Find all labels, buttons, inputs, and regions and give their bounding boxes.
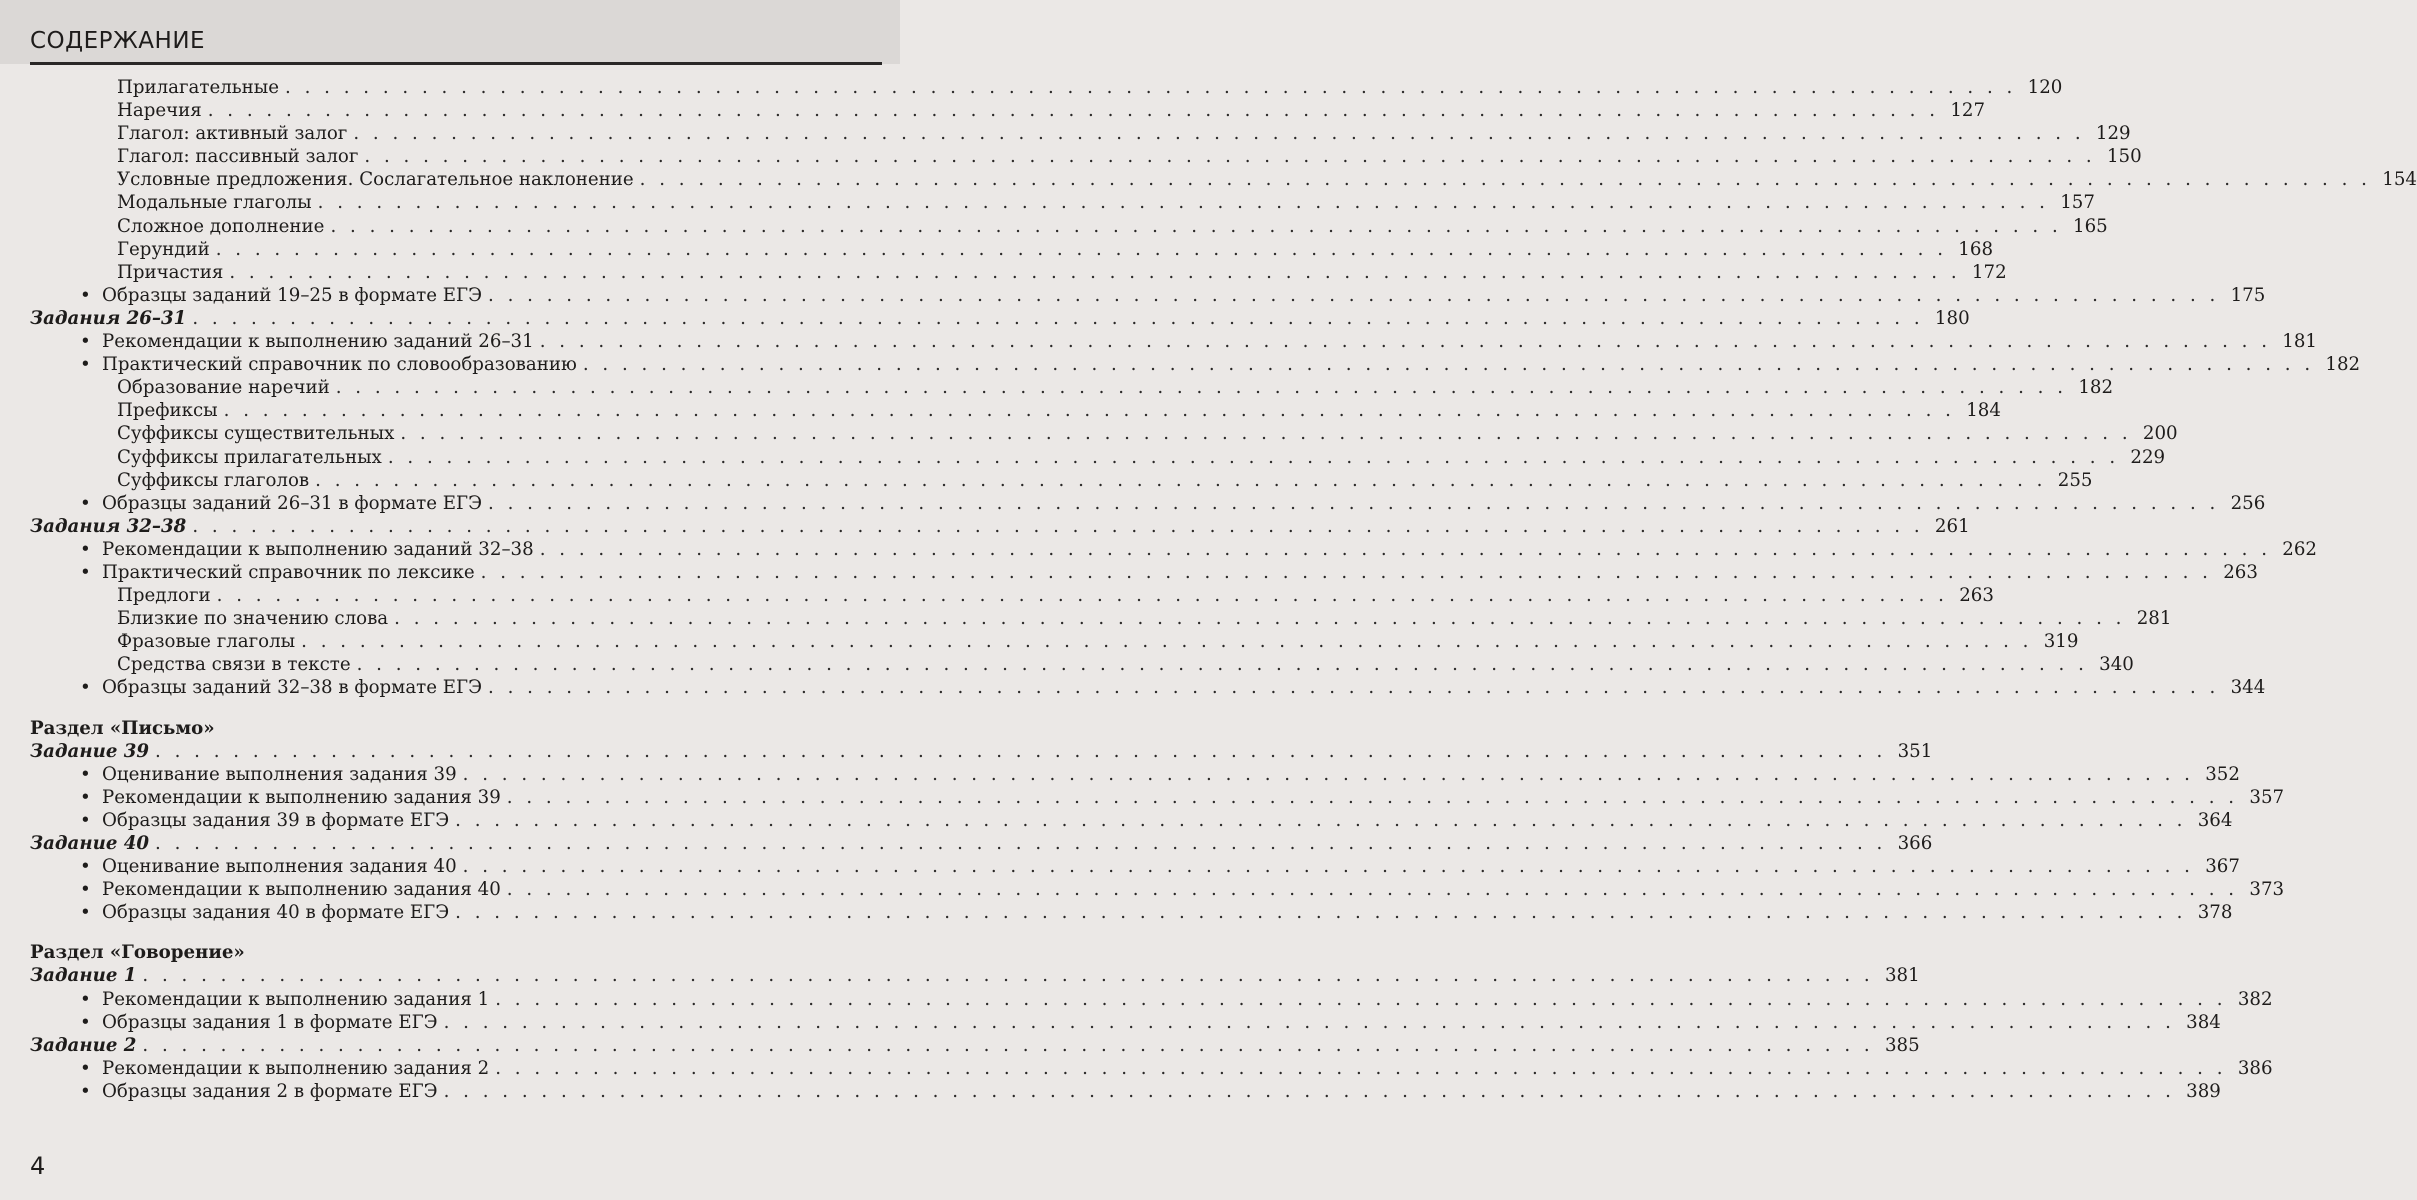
toc-entry-page-number: 261	[1934, 515, 1970, 537]
toc-entry-text: Практический справочник по лексике	[102, 561, 475, 583]
toc-entry-label	[30, 763, 457, 786]
toc-entry-page-number: 352	[2205, 763, 2240, 785]
toc-entry-page-number: 281	[2136, 608, 2172, 630]
bullet-icon: •	[80, 809, 91, 831]
toc-entry[interactable]	[30, 538, 2317, 561]
dot-leader: . . . . . . . . . . . . . . . . . . . . . . . . . . . . . . . . . . . . . . . . . . . . . . . . . . . . . . . . . . . . . . . . . . . . . . . . . . . . . . . . . . . . . . . . .	[335, 377, 2068, 399]
toc-entry-text: Префиксы	[117, 400, 218, 422]
toc-entry-label	[30, 376, 330, 399]
toc-entry[interactable]	[30, 653, 2134, 676]
toc-entry-page-number: 373	[2249, 879, 2285, 901]
bullet-icon: •	[80, 354, 91, 376]
toc-entry-text: Образцы задания 2 в формате ЕГЭ	[102, 1080, 438, 1102]
toc-entry[interactable]	[30, 561, 2258, 584]
toc-entry-text: Предлоги	[117, 585, 211, 607]
dot-leader: . . . . . . . . . . . . . . . . . . . . . . . . . . . . . . . . . . . . . . . . . . . . . . . . . . . . . . . . . . . . . . . . . . . . . . . . . . . . . . . . . . . . . . . . .	[539, 538, 2271, 560]
toc-entry[interactable]	[30, 307, 1970, 330]
toc-entry-label	[30, 653, 351, 676]
toc-entry[interactable]	[30, 492, 2266, 515]
bullet-icon: •	[80, 763, 91, 785]
bullet-icon: •	[80, 1080, 91, 1102]
toc-entry-text: Задания 26–31	[30, 307, 187, 329]
toc-entry-text: Герундий	[117, 238, 210, 260]
dot-leader: . . . . . . . . . . . . . . . . . . . . . . . . . . . . . . . . . . . . . . . . . . . . . . . . . . . . . . . . . . . . . . . . . . . . . . . . . . . . . . . . . . . . . . . . .	[582, 354, 2315, 376]
section-heading-speaking: Раздел «Говорение»	[30, 942, 245, 964]
toc-entry-label	[30, 168, 634, 191]
toc-entry[interactable]	[30, 584, 1994, 607]
toc-entry-page-number: 175	[2230, 284, 2266, 306]
dot-leader: . . . . . . . . . . . . . . . . . . . . . . . . . . . . . . . . . . . . . . . . . . . . . . . . . . . . . . . . . . . . . . . . . . . . . . . . . . . . . . . . . . . . . . . . .	[285, 77, 2017, 98]
toc-entry-label	[30, 878, 501, 901]
toc-entry-text: Задание 40	[30, 833, 150, 854]
toc-entry[interactable]	[30, 284, 2266, 307]
bullet-icon: •	[80, 856, 91, 878]
toc-entry-page-number: 165	[2073, 215, 2108, 237]
dot-leader: . . . . . . . . . . . . . . . . . . . . . . . . . . . . . . . . . . . . . . . . . . . . . . . . . . . . . . . . . . . . . . . . . . . . . . . . . . . . . . . . . . . . . . . . .	[155, 833, 1887, 854]
toc-entry-page-number: 263	[1959, 585, 1994, 607]
dot-leader: . . . . . . . . . . . . . . . . . . . . . . . . . . . . . . . . . . . . . . . . . . . . . . . . . . . . . . . . . . . . . . . . . . . . . . . . . . . . . . . . . . . . . . . . .	[455, 809, 2187, 831]
toc-entry[interactable]	[30, 607, 2172, 630]
toc-entry-text: Глагол: пассивный залог	[117, 146, 359, 168]
toc-entry-text: Прилагательные	[117, 77, 280, 98]
toc-entry-label	[30, 1011, 438, 1034]
toc-entry[interactable]	[30, 763, 2240, 786]
dot-leader: . . . . . . . . . . . . . . . . . . . . . . . . . . . . . . . . . . . . . . . . . . . . . . . . . . . . . . . . . . . . . . . . . . . . . . . . . . . . . . . . . . . . . . . . .	[443, 1080, 2175, 1102]
bullet-icon: •	[80, 879, 91, 901]
toc-entry-label	[30, 988, 489, 1011]
toc-entry-text: Задания 32–38	[30, 515, 187, 537]
toc-entry-page-number: 172	[1971, 261, 2007, 283]
toc-entry-label	[30, 809, 449, 832]
toc-top-list	[30, 76, 2417, 700]
toc-entry-text: Образцы заданий 26–31 в формате ЕГЭ	[102, 492, 483, 514]
dot-leader: . . . . . . . . . . . . . . . . . . . . . . . . . . . . . . . . . . . . . . . . . . . . . . . . . . . . . . . . . . . . . . . . . . . . . . . . . . . . . . . . . . . . . . . . .	[400, 423, 2132, 445]
toc-entry[interactable]	[30, 988, 2273, 1011]
toc-entry-label	[30, 676, 482, 699]
toc-entry-page-number: 385	[1884, 1034, 1920, 1056]
toc-entry-page-number: 263	[2223, 561, 2258, 583]
dot-leader: . . . . . . . . . . . . . . . . . . . . . . . . . . . . . . . . . . . . . . . . . . . . . . . . . . . . . . . . . . . . . . . . . . . . . . . . . . . . . . . . . . . . . . . . .	[301, 631, 2033, 653]
toc-entry[interactable]	[30, 191, 2095, 214]
toc-entry-page-number: 182	[2078, 377, 2114, 399]
toc-entry-text: Задание 39	[30, 740, 150, 762]
page-number: 4	[30, 1152, 46, 1180]
toc-entry-page-number: 357	[2249, 786, 2285, 808]
dot-leader: . . . . . . . . . . . . . . . . . . . . . . . . . . . . . . . . . . . . . . . . . . . . . . . . . . . . . . . . . . . . . . . . . . . . . . . . . . . . . . . . . . . . . . . . .	[207, 100, 1940, 122]
dot-leader: . . . . . . . . . . . . . . . . . . . . . . . . . . . . . . . . . . . . . . . . . . . . . . . . . . . . . . . . . . . . . . . . . . . . . . . . . . . . . . . . . . . . . . . . .	[330, 215, 2062, 237]
toc-entry-text: Рекомендации к выполнению задания 39	[102, 786, 501, 808]
toc-entry[interactable]	[30, 330, 2317, 353]
toc-entry-page-number: 255	[2057, 469, 2093, 491]
toc-entry-label	[30, 330, 534, 353]
toc-entry-page-number: 366	[1897, 833, 1933, 854]
toc-entry-label	[30, 76, 279, 99]
toc-entry-text: Фразовые глаголы	[117, 631, 296, 653]
toc-entry-page-number: 382	[2237, 988, 2273, 1010]
page-title: СОДЕРЖАНИЕ	[30, 28, 206, 54]
toc-entry[interactable]	[30, 855, 2240, 878]
toc-entry-text: Оценивание выполнения задания 39	[102, 763, 457, 785]
toc-entry-label	[30, 353, 577, 376]
toc-entry-page-number: 262	[2282, 538, 2317, 560]
dot-leader: . . . . . . . . . . . . . . . . . . . . . . . . . . . . . . . . . . . . . . . . . . . . . . . . . . . . . . . . . . . . . . . . . . . . . . . . . . . . . . . . . . . . . . . . .	[192, 515, 1924, 537]
dot-leader: . . . . . . . . . . . . . . . . . . . . . . . . . . . . . . . . . . . . . . . . . . . . . . . . . . . . . . . . . . . . . . . . . . . . . . . . . . . . . . . . . . . . . . . . .	[216, 585, 1948, 607]
toc-entry-text: Рекомендации к выполнению задания 1	[102, 988, 490, 1010]
toc-entry-label	[30, 832, 149, 855]
toc-entry-text: Близкие по значению слова	[117, 608, 389, 630]
toc-entry[interactable]	[30, 1080, 2221, 1103]
toc-entry-page-number: 127	[1950, 100, 1986, 122]
toc-entry-page-number: 386	[2237, 1057, 2273, 1079]
header-rule	[30, 62, 882, 65]
toc-entry-page-number: 384	[2186, 1011, 2221, 1033]
toc-entry-page-number: 157	[2060, 192, 2095, 214]
dot-leader: . . . . . . . . . . . . . . . . . . . . . . . . . . . . . . . . . . . . . . . . . . . . . . . . . . . . . . . . . . . . . . . . . . . . . . . . . . . . . . . . . . . . . . . . .	[155, 740, 1887, 762]
toc-entry-page-number: 180	[1934, 307, 1970, 329]
toc-entry[interactable]	[30, 901, 2233, 924]
toc-entry[interactable]	[30, 353, 2361, 376]
toc-entry-text: Практический справочник по словообразованию	[102, 354, 577, 376]
dot-leader: . . . . . . . . . . . . . . . . . . . . . . . . . . . . . . . . . . . . . . . . . . . . . . . . . . . . . . . . . . . . . . . . . . . . . . . . . . . . . . . . . . . . . . . . .	[488, 492, 2220, 514]
toc-entry-page-number: 256	[2230, 492, 2266, 514]
dot-leader: . . . . . . . . . . . . . . . . . . . . . . . . . . . . . . . . . . . . . . . . . . . . . . . . . . . . . . . . . . . . . . . . . . . . . . . . . . . . . . . . . . . . . . . . .	[455, 902, 2187, 924]
toc-entry-text: Наречия	[117, 100, 202, 122]
toc-entry-text: Оценивание выполнения задания 40	[102, 856, 457, 878]
dot-leader: . . . . . . . . . . . . . . . . . . . . . . . . . . . . . . . . . . . . . . . . . . . . . . . . . . . . . . . . . . . . . . . . . . . . . . . . . . . . . . . . . . . . . . . . .	[215, 238, 1948, 260]
toc-entry[interactable]	[30, 515, 1970, 538]
toc-entry-page-number: 340	[2099, 654, 2134, 676]
toc-entry-label	[30, 99, 202, 122]
toc-entry-page-number: 378	[2197, 902, 2233, 924]
toc-entry-page-number: 381	[1884, 965, 1920, 987]
dot-leader: . . . . . . . . . . . . . . . . . . . . . . . . . . . . . . . . . . . . . . . . . . . . . . . . . . . . . . . . . . . . . . . . . . . . . . . . . . . . . . . . . . . . . . . . .	[462, 856, 2194, 878]
toc-entry-page-number: 200	[2142, 423, 2178, 445]
toc-entry-page-number: 181	[2282, 331, 2317, 353]
dot-leader: . . . . . . . . . . . . . . . . . . . . . . . . . . . . . . . . . . . . . . . . . . . . . . . . . . . . . . . . . . . . . . . . . . . . . . . . . . . . . . . . . . . . . . . . .	[506, 879, 2239, 901]
bullet-icon: •	[80, 677, 91, 699]
toc-entry[interactable]	[30, 261, 2007, 284]
toc-entry-label	[30, 740, 149, 763]
table-of-contents	[30, 76, 2417, 1103]
toc-entry-label	[30, 855, 457, 878]
toc-entry-page-number: 344	[2230, 677, 2266, 699]
dot-leader: . . . . . . . . . . . . . . . . . . . . . . . . . . . . . . . . . . . . . . . . . . . . . . . . . . . . . . . . . . . . . . . . . . . . . . . . . . . . . . . . . . . . . . . . .	[353, 123, 2085, 145]
bullet-icon: •	[80, 284, 91, 306]
dot-leader: . . . . . . . . . . . . . . . . . . . . . . . . . . . . . . . . . . . . . . . . . . . . . . . . . . . . . . . . . . . . . . . . . . . . . . . . . . . . . . . . . . . . . . . . .	[223, 400, 1955, 422]
toc-entry-label	[30, 307, 186, 330]
toc-entry-text: Суффиксы существительных	[117, 423, 395, 445]
toc-entry-text: Глагол: активный залог	[117, 123, 348, 145]
dot-leader: . . . . . . . . . . . . . . . . . . . . . . . . . . . . . . . . . . . . . . . . . . . . . . . . . . . . . . . . . . . . . . . . . . . . . . . . . . . . . . . . . . . . . . . . .	[480, 561, 2212, 583]
dot-leader: . . . . . . . . . . . . . . . . . . . . . . . . . . . . . . . . . . . . . . . . . . . . . . . . . . . . . . . . . . . . . . . . . . . . . . . . . . . . . . . . . . . . . . . . .	[315, 469, 2047, 491]
toc-entry[interactable]	[30, 786, 2285, 809]
toc-entry-label	[30, 1057, 489, 1080]
toc-entry-label	[30, 284, 482, 307]
toc-entry[interactable]	[30, 1011, 2221, 1034]
dot-leader: . . . . . . . . . . . . . . . . . . . . . . . . . . . . . . . . . . . . . . . . . . . . . . . . . . . . . . . . . . . . . . . . . . . . . . . . . . . . . . . . . . . . . . . . .	[394, 608, 2126, 630]
toc-entry-label	[30, 786, 501, 809]
dot-leader: . . . . . . . . . . . . . . . . . . . . . . . . . . . . . . . . . . . . . . . . . . . . . . . . . . . . . . . . . . . . . . . . . . . . . . . . . . . . . . . . . . . . . . . . .	[488, 284, 2220, 306]
toc-entry[interactable]	[30, 832, 1933, 855]
toc-entry-page-number: 229	[2130, 446, 2166, 468]
toc-entry-label	[30, 492, 482, 515]
dot-leader: . . . . . . . . . . . . . . . . . . . . . . . . . . . . . . . . . . . . . . . . . . . . . . . . . . . . . . . . . . . . . . . . . . . . . . . . . . . . . . . . . . . . . . . . .	[142, 1034, 1874, 1056]
toc-entry-label	[30, 215, 324, 238]
toc-entry-text: Средства связи в тексте	[117, 654, 351, 676]
bullet-icon: •	[80, 902, 91, 924]
toc-entry-label	[30, 145, 358, 168]
toc-entry-text: Образцы задания 39 в формате ЕГЭ	[102, 809, 450, 831]
toc-entry-page-number: 182	[2325, 354, 2361, 376]
toc-entry-page-number: 168	[1958, 238, 1994, 260]
dot-leader: . . . . . . . . . . . . . . . . . . . . . . . . . . . . . . . . . . . . . . . . . . . . . . . . . . . . . . . . . . . . . . . . . . . . . . . . . . . . . . . . . . . . . . . . .	[639, 169, 2371, 191]
toc-entry-text: Образцы заданий 19–25 в формате ЕГЭ	[102, 284, 483, 306]
toc-entry-text: Рекомендации к выполнению задания 40	[102, 879, 501, 901]
toc-entry-text: Суффиксы глаголов	[117, 469, 310, 491]
toc-entry[interactable]	[30, 168, 2417, 191]
bullet-icon: •	[80, 786, 91, 808]
bullet-icon: •	[80, 988, 91, 1010]
toc-entry[interactable]	[30, 376, 2114, 399]
toc-speaking-list	[30, 964, 2273, 1103]
dot-leader: . . . . . . . . . . . . . . . . . . . . . . . . . . . . . . . . . . . . . . . . . . . . . . . . . . . . . . . . . . . . . . . . . . . . . . . . . . . . . . . . . . . . . . . . .	[356, 654, 2088, 676]
toc-entry-label	[30, 191, 312, 214]
toc-entry-text: Модальные глаголы	[117, 192, 312, 214]
toc-entry[interactable]	[30, 446, 2166, 469]
toc-entry[interactable]	[30, 122, 2131, 145]
toc-entry-text: Образцы задания 40 в формате ЕГЭ	[102, 902, 450, 924]
page-header	[0, 0, 900, 64]
toc-entry-label	[30, 538, 534, 561]
toc-entry-label	[30, 422, 394, 445]
bullet-icon: •	[80, 561, 91, 583]
toc-entry-text: Задание 2	[30, 1034, 137, 1056]
dot-leader: . . . . . . . . . . . . . . . . . . . . . . . . . . . . . . . . . . . . . . . . . . . . . . . . . . . . . . . . . . . . . . . . . . . . . . . . . . . . . . . . . . . . . . . . .	[142, 965, 1874, 987]
dot-leader: . . . . . . . . . . . . . . . . . . . . . . . . . . . . . . . . . . . . . . . . . . . . . . . . . . . . . . . . . . . . . . . . . . . . . . . . . . . . . . . . . . . . . . . . .	[443, 1011, 2175, 1033]
toc-writing-list	[30, 740, 2285, 925]
toc-entry-label	[30, 607, 388, 630]
toc-entry[interactable]	[30, 1057, 2273, 1080]
bullet-icon: •	[80, 538, 91, 560]
dot-leader: . . . . . . . . . . . . . . . . . . . . . . . . . . . . . . . . . . . . . . . . . . . . . . . . . . . . . . . . . . . . . . . . . . . . . . . . . . . . . . . . . . . . . . . . .	[506, 786, 2239, 808]
toc-entry[interactable]	[30, 964, 1920, 987]
toc-entry-label	[30, 469, 309, 492]
toc-entry[interactable]	[30, 740, 1933, 763]
toc-entry-label	[30, 446, 382, 469]
toc-entry[interactable]	[30, 469, 2093, 492]
toc-entry-label	[30, 1034, 136, 1057]
bullet-icon: •	[80, 331, 91, 353]
dot-leader: . . . . . . . . . . . . . . . . . . . . . . . . . . . . . . . . . . . . . . . . . . . . . . . . . . . . . . . . . . . . . . . . . . . . . . . . . . . . . . . . . . . . . . . . .	[495, 988, 2227, 1010]
dot-leader: . . . . . . . . . . . . . . . . . . . . . . . . . . . . . . . . . . . . . . . . . . . . . . . . . . . . . . . . . . . . . . . . . . . . . . . . . . . . . . . . . . . . . . . . .	[364, 146, 2096, 168]
toc-entry-label	[30, 964, 136, 987]
toc-entry-page-number: 150	[2106, 146, 2142, 168]
toc-entry[interactable]	[30, 676, 2266, 699]
bullet-icon: •	[80, 1011, 91, 1033]
toc-entry-text: Условные предложения. Сослагательное наклонение	[117, 169, 634, 191]
toc-entry[interactable]	[30, 76, 2063, 99]
toc-entry-text: Образцы заданий 32–38 в формате ЕГЭ	[102, 677, 483, 699]
toc-entry[interactable]	[30, 809, 2233, 832]
toc-entry-text: Рекомендации к выполнению заданий 32–38	[102, 538, 534, 560]
toc-entry-text: Образцы задания 1 в формате ЕГЭ	[102, 1011, 438, 1033]
toc-entry-label	[30, 515, 186, 538]
toc-entry[interactable]	[30, 1034, 1920, 1057]
toc-entry-label	[30, 1080, 438, 1103]
toc-entry-label	[30, 122, 347, 145]
toc-entry-page-number: 367	[2205, 856, 2240, 878]
toc-entry-text: Суффиксы прилагательных	[117, 446, 382, 468]
toc-entry-page-number: 389	[2186, 1080, 2221, 1102]
dot-leader: . . . . . . . . . . . . . . . . . . . . . . . . . . . . . . . . . . . . . . . . . . . . . . . . . . . . . . . . . . . . . . . . . . . . . . . . . . . . . . . . . . . . . . . . .	[229, 261, 1961, 283]
section-heading-writing: Раздел «Письмо»	[30, 717, 215, 739]
toc-entry-page-number: 120	[2027, 77, 2063, 98]
dot-leader: . . . . . . . . . . . . . . . . . . . . . . . . . . . . . . . . . . . . . . . . . . . . . . . . . . . . . . . . . . . . . . . . . . . . . . . . . . . . . . . . . . . . . . . . .	[539, 331, 2271, 353]
toc-entry[interactable]	[30, 145, 2142, 168]
bullet-icon: •	[80, 1057, 91, 1079]
toc-entry-text: Рекомендации к выполнению заданий 26–31	[102, 331, 534, 353]
toc-entry-page-number: 364	[2197, 809, 2233, 831]
toc-entry[interactable]	[30, 422, 2178, 445]
toc-entry-text: Рекомендации к выполнению задания 2	[102, 1057, 490, 1079]
toc-entry-text: Причастия	[117, 261, 224, 283]
toc-entry[interactable]	[30, 238, 1994, 261]
toc-entry-page-number: 154	[2382, 169, 2417, 191]
toc-entry-label	[30, 399, 218, 422]
toc-entry-label	[30, 630, 295, 653]
toc-entry-label	[30, 584, 211, 607]
dot-leader: . . . . . . . . . . . . . . . . . . . . . . . . . . . . . . . . . . . . . . . . . . . . . . . . . . . . . . . . . . . . . . . . . . . . . . . . . . . . . . . . . . . . . . . . .	[495, 1057, 2227, 1079]
toc-entry-label	[30, 238, 210, 261]
toc-entry-page-number: 129	[2095, 123, 2131, 145]
toc-entry-text: Сложное дополнение	[117, 215, 325, 237]
toc-entry[interactable]	[30, 215, 2108, 238]
toc-entry[interactable]	[30, 399, 2001, 422]
toc-entry-page-number: 319	[2043, 631, 2079, 653]
dot-leader: . . . . . . . . . . . . . . . . . . . . . . . . . . . . . . . . . . . . . . . . . . . . . . . . . . . . . . . . . . . . . . . . . . . . . . . . . . . . . . . . . . . . . . . . .	[462, 763, 2194, 785]
toc-entry-label	[30, 901, 449, 924]
dot-leader: . . . . . . . . . . . . . . . . . . . . . . . . . . . . . . . . . . . . . . . . . . . . . . . . . . . . . . . . . . . . . . . . . . . . . . . . . . . . . . . . . . . . . . . . .	[192, 307, 1924, 329]
bullet-icon: •	[80, 492, 91, 514]
dot-leader: . . . . . . . . . . . . . . . . . . . . . . . . . . . . . . . . . . . . . . . . . . . . . . . . . . . . . . . . . . . . . . . . . . . . . . . . . . . . . . . . . . . . . . . . .	[387, 446, 2120, 468]
toc-entry-label	[30, 261, 223, 284]
toc-entry-page-number: 351	[1897, 740, 1933, 762]
toc-entry[interactable]	[30, 878, 2285, 901]
toc-entry-label	[30, 561, 475, 584]
dot-leader: . . . . . . . . . . . . . . . . . . . . . . . . . . . . . . . . . . . . . . . . . . . . . . . . . . . . . . . . . . . . . . . . . . . . . . . . . . . . . . . . . . . . . . . . .	[488, 677, 2220, 699]
dot-leader: . . . . . . . . . . . . . . . . . . . . . . . . . . . . . . . . . . . . . . . . . . . . . . . . . . . . . . . . . . . . . . . . . . . . . . . . . . . . . . . . . . . . . . . . .	[317, 192, 2049, 214]
toc-entry-text: Задание 1	[30, 965, 137, 987]
toc-entry-text: Образование наречий	[117, 377, 330, 399]
toc-entry[interactable]	[30, 99, 1986, 122]
toc-entry-page-number: 184	[1966, 400, 2001, 422]
toc-entry[interactable]	[30, 630, 2079, 653]
